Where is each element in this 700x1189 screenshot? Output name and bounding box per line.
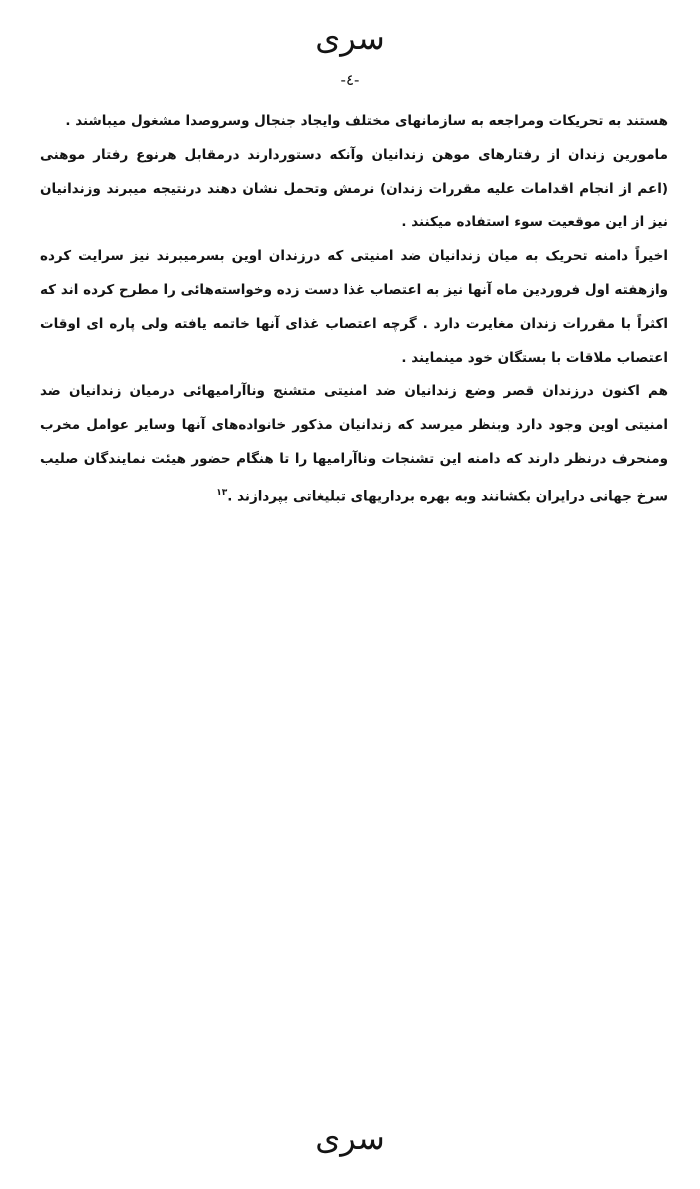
classification-mark-bottom: سری — [315, 1119, 385, 1157]
paragraph: اخیراً دامنه تحریک به میان زندانیان ضد امنیتی که درزندان اوین بسرمیبرند نیز سرایت کرده وازهفته اول فروردین ماه آنها نیز به اعتصاب غذا دست زده وخواسته‌هائی را مطرح کرده اند که اکثراً با مقررات زندان مغایرت دارد . گرچه اعتصاب غذای آنها خاتمه یافته ولی پاره ای اوقات اعتصاب ملاقات با بستگان خود مینمایند . — [40, 248, 668, 366]
paragraph-text: هم اکنون درزندان قصر وضع زندانیان ضد امنیتی متشنج وناآرامیهائی درمیان زندانیان ضد امنیتی اوین وجود دارد وبنظر میرسد که زندانیان مذکور خانواده‌های آنها وسایر عوامل مخرب ومنحرف درنظر دارند که دامنه این تشنجات وناآرامیها را تا هنگام حضور هیئت نمایندگان صلیب سرخ جهانی درایران بکشانند وبه بهره برداریهای تبلیغاتی بپردازند . — [40, 383, 668, 505]
paragraph — [40, 375, 668, 514]
document-body — [40, 105, 668, 514]
page-number: -٤- — [340, 71, 360, 89]
paragraph: هستند به تحریکات ومراجعه به سازمانهای مختلف وایجاد جنجال وسروصدا مشغول میباشند . — [65, 113, 668, 129]
classification-mark-top: سری — [315, 19, 385, 57]
paragraph: مامورین زندان از رفتارهای موهن زندانیان وآنکه دستوردارند درمقابل هرنوع رفتار موهنی (اعم از انجام اقدامات علیه مقررات زندان) نرمش وتحمل نشان دهند درنتیجه میبرند وزندانیان نیز از این موقعیت سوء استفاده میکنند . — [40, 146, 668, 231]
footnote-marker: ١٣ — [216, 487, 228, 498]
